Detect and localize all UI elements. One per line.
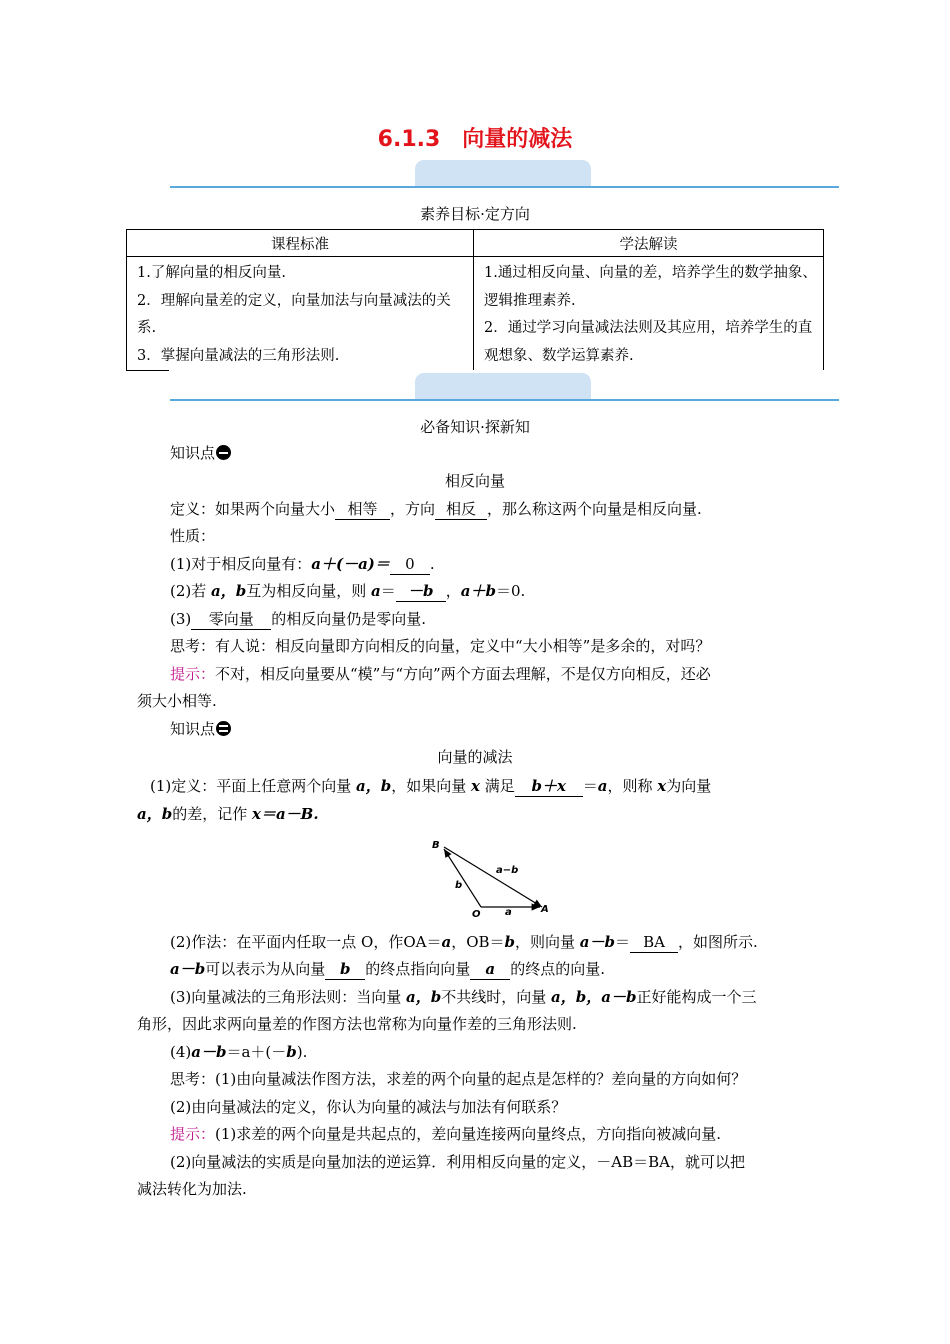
math-expr: a: [441, 933, 452, 951]
hint-label: 提示：: [170, 1125, 216, 1143]
kp1-definition: [170, 496, 850, 524]
text: ，方向: [390, 500, 436, 518]
math-expr: a＋(－a)＝: [311, 555, 390, 573]
col-header-standards: 课程标准: [127, 230, 474, 257]
text: ，OB＝: [451, 933, 505, 951]
math-expr: a－b: [579, 933, 616, 951]
kp1-property-3: [170, 606, 850, 634]
math-expr: a，b: [356, 777, 392, 795]
circled-one-icon: [216, 445, 231, 460]
kp1-think: 思考：有人说：相反向量即方向相反的向量，定义中“大小相等”是多余的，对吗？: [170, 637, 711, 655]
blank-b-plus-x: b＋x: [515, 776, 583, 797]
text: (1)对于相反向量有：: [170, 555, 312, 573]
math-expr: a，b: [406, 988, 442, 1006]
math-expr: a，b: [211, 582, 247, 600]
text: 正好能构成一个三: [636, 988, 757, 1006]
section-tab-1: [415, 160, 591, 188]
math-expr: x: [471, 777, 480, 795]
text: .: [429, 555, 435, 573]
math-expr: a，b，a－b: [551, 988, 637, 1006]
text: 不共线时，向量: [441, 988, 552, 1006]
text: 为向量: [666, 777, 712, 795]
math-expr: a，b: [137, 805, 173, 823]
hint-label: 提示：: [170, 665, 216, 683]
blank-zero: 0: [390, 554, 430, 575]
section-heading-knowledge: 必备知识·探新知: [420, 418, 530, 436]
blank-zero-vector: 零向量: [191, 609, 271, 630]
kp2-title: 向量的减法: [437, 748, 513, 766]
math-expr: a－b: [170, 960, 206, 978]
math-expr: a: [597, 777, 608, 795]
kp2-definition: [150, 773, 830, 801]
kp2-hint-2-cont: 减法转化为加法.: [137, 1180, 247, 1198]
text: ＝0.: [496, 582, 526, 600]
blank-a: a: [470, 959, 510, 980]
kp2-hint-2: (2)向量减法的实质是向量加法的逆运算．利用相反向量的定义，－AB＝BA，就可以把: [170, 1153, 745, 1171]
math-expr: a－b: [191, 1043, 227, 1061]
kp-label: 知识点: [170, 720, 216, 738]
text: ，则称: [607, 777, 658, 795]
text: ＝: [582, 777, 598, 795]
text: (1)求差的两个向量是共起点的，差向量连接两向量终点，方向指向被减向量.: [215, 1125, 722, 1143]
math-expr: x: [657, 777, 667, 795]
label-A: A: [541, 904, 549, 915]
kp1-property-1: [170, 551, 850, 579]
text: 的终点的向量.: [510, 960, 606, 978]
label-a-minus-b: a−b: [496, 865, 519, 876]
blank-neg-b: －b: [396, 581, 446, 602]
text: ).: [296, 1043, 308, 1061]
kp1-property-label: 性质：: [170, 527, 216, 545]
text: ＝: [615, 933, 631, 951]
text: ，如果向量: [391, 777, 472, 795]
kp2-triangle-rule-cont: 角形，因此求两向量差的作图方法也常称为向量作差的三角形法则.: [137, 1015, 577, 1033]
kp1-property-2: [170, 578, 850, 606]
col-header-methods: 学法解读: [474, 230, 824, 257]
text: ，那么称这两个向量是相反向量.: [487, 500, 702, 518]
text: ＝: [380, 582, 396, 600]
text: ，: [445, 582, 461, 600]
knowledge-point-2-label: [170, 716, 850, 744]
kp2-triangle-rule: [170, 984, 850, 1012]
standards-cell: [127, 257, 474, 371]
circled-two-icon: [216, 721, 231, 736]
kp-label: 知识点: [170, 444, 216, 462]
section-heading-goals: 素养目标·定方向: [420, 205, 530, 223]
label-a: a: [505, 907, 512, 918]
text: 不对，相反向量要从“模”与“方向”两个方面去理解，不是仅方向相反，还必: [215, 665, 711, 683]
kp2-formula: [170, 1039, 850, 1067]
text: (2)若: [170, 582, 212, 600]
text: ，如图所示.: [678, 933, 758, 951]
text: 定义：如果两个向量大小: [170, 500, 336, 518]
text: 的差，记作: [172, 805, 252, 823]
section-divider-2: [170, 399, 839, 401]
math-expr: x＝a－B.: [252, 805, 319, 823]
blank-BA: BA: [630, 932, 678, 953]
text: ，则向量: [515, 933, 580, 951]
text: 的相反向量仍是零向量.: [271, 610, 427, 628]
kp2-definition-cont: [137, 801, 817, 829]
method-item: 1.通过相反向量、向量的差，培养学生的数学抽象、逻辑推理素养.: [484, 265, 817, 309]
math-expr: a: [371, 582, 381, 600]
math-expr: b: [504, 933, 516, 951]
kp2-think-2: (2)由向量减法的定义，你认为向量的减法与加法有何联系？: [170, 1098, 567, 1116]
methods-cell: [474, 257, 824, 371]
kp1-title: 相反向量: [444, 472, 505, 490]
section-divider-1: [170, 186, 839, 188]
knowledge-point-1-label: [170, 440, 850, 468]
text: (3)向量减法的三角形法则：当向量: [170, 988, 407, 1006]
label-b: b: [455, 880, 463, 891]
text: 互为相反向量，则: [246, 582, 372, 600]
standard-item: 3．掌握向量减法的三角形法则.: [137, 347, 340, 364]
method-item: 2．通过学习向量减法法则及其应用，培养学生的直观想象、数学运算素养.: [484, 320, 813, 364]
text: (2)作法：在平面内任取一点 O，作OA＝: [170, 933, 442, 951]
text: 满足: [479, 777, 515, 795]
section-tab-2: [415, 373, 591, 401]
kp2-hint-1: [170, 1121, 850, 1149]
kp2-method: [170, 929, 850, 957]
blank-equal: 相等: [335, 499, 390, 520]
label-B: B: [432, 840, 440, 851]
vector-a-minus-b-arrow: [444, 847, 542, 907]
text: (1)定义：平面上任意两个向量: [150, 777, 357, 795]
standard-item: 2．理解向量差的定义，向量加法与向量减法的关系.: [137, 292, 451, 336]
text: (4): [170, 1043, 192, 1061]
text: ＝a＋(－: [226, 1043, 287, 1061]
math-expr: b: [286, 1043, 297, 1061]
table-bottom-edge: [126, 370, 169, 371]
text: 可以表示为从向量: [205, 960, 326, 978]
kp1-hint: [170, 661, 850, 689]
kp2-think-1: 思考：(1)由向量减法作图方法，求差的两个向量的起点是怎样的？差向量的方向如何？: [170, 1070, 747, 1088]
page-title: 6.1.3 向量的减法: [377, 127, 573, 152]
standard-item: 1.了解向量的相反向量.: [137, 265, 286, 281]
label-O: O: [472, 909, 481, 920]
vector-triangle-figure: [428, 835, 558, 925]
text: 的终点指向向量: [365, 960, 471, 978]
kp2-representation: [170, 956, 850, 984]
blank-b: b: [325, 959, 365, 980]
text: (3): [170, 610, 192, 628]
goals-table: [126, 229, 824, 370]
kp1-hint-cont: 须大小相等.: [137, 692, 217, 710]
blank-opposite: 相反: [435, 499, 487, 520]
math-expr: a＋b: [460, 582, 497, 600]
